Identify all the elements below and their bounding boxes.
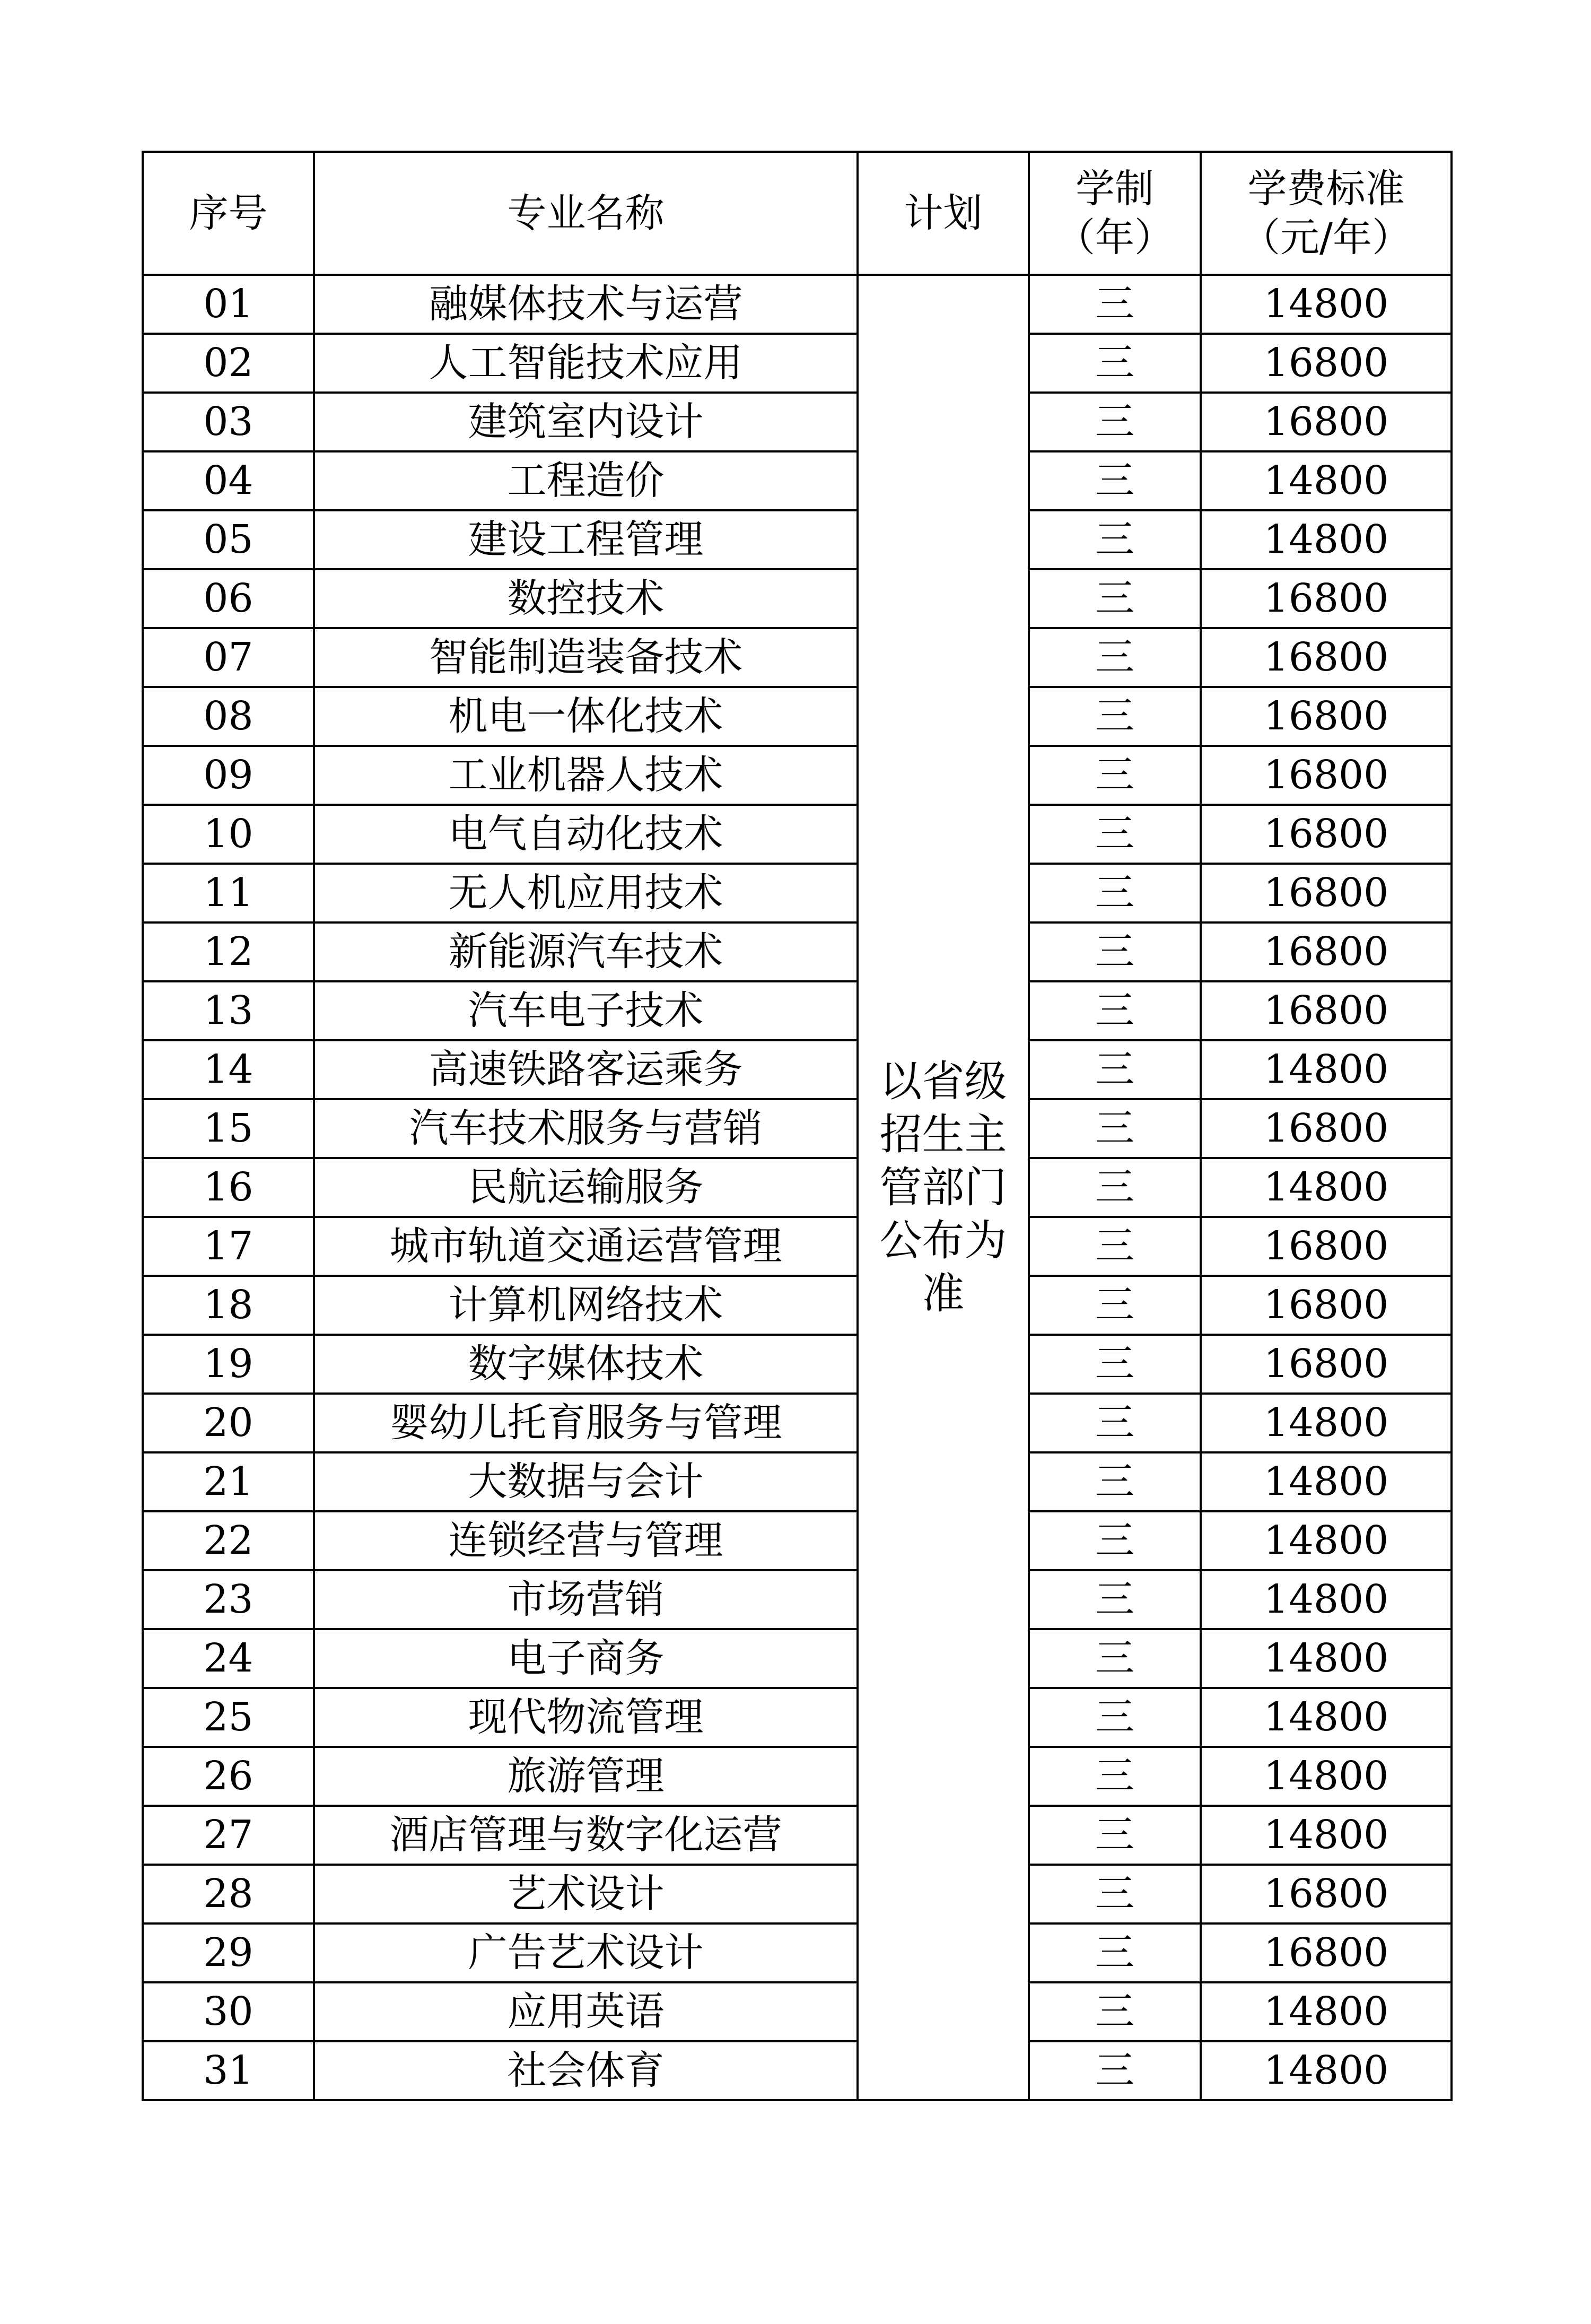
cell-fee: 14800 [1201, 1806, 1452, 1865]
cell-duration: 三 [1029, 805, 1201, 864]
cell-seq: 02 [143, 334, 314, 393]
cell-duration: 三 [1029, 1511, 1201, 1570]
table-row [143, 1806, 1452, 1865]
cell-fee: 14800 [1201, 1629, 1452, 1688]
table-row [143, 1511, 1452, 1570]
cell-seq: 08 [143, 687, 314, 746]
header-fee-line2: （元/年） [1241, 215, 1411, 260]
header-major-name: 专业名称 [314, 152, 858, 275]
cell-duration: 三 [1029, 451, 1201, 510]
cell-duration: 三 [1029, 922, 1201, 981]
header-fee-line1: 学费标准 [1247, 166, 1405, 212]
cell-seq: 11 [143, 864, 314, 922]
table-header-row [143, 152, 1452, 275]
cell-major-name: 工业机器人技术 [314, 746, 858, 805]
cell-major-name: 城市轨道交通运营管理 [314, 1217, 858, 1276]
cell-seq: 23 [143, 1570, 314, 1629]
cell-seq: 10 [143, 805, 314, 864]
table-row [143, 1923, 1452, 1982]
cell-duration: 三 [1029, 1629, 1201, 1688]
cell-fee: 16800 [1201, 1335, 1452, 1394]
cell-major-name: 大数据与会计 [314, 1452, 858, 1511]
table-row [143, 1747, 1452, 1806]
cell-fee: 16800 [1201, 922, 1452, 981]
cell-fee: 16800 [1201, 1276, 1452, 1335]
table-row [143, 1865, 1452, 1923]
table-row [143, 864, 1452, 922]
cell-fee: 14800 [1201, 1982, 1452, 2041]
cell-seq: 16 [143, 1158, 314, 1217]
cell-seq: 18 [143, 1276, 314, 1335]
header-duration-line2: （年） [1056, 215, 1174, 260]
cell-major-name: 应用英语 [314, 1982, 858, 2041]
table-row [143, 569, 1452, 628]
cell-duration: 三 [1029, 1040, 1201, 1099]
cell-fee: 14800 [1201, 2041, 1452, 2100]
cell-seq: 29 [143, 1923, 314, 1982]
table-row [143, 1570, 1452, 1629]
cell-seq: 31 [143, 2041, 314, 2100]
cell-duration: 三 [1029, 981, 1201, 1040]
cell-seq: 21 [143, 1452, 314, 1511]
cell-fee: 16800 [1201, 687, 1452, 746]
cell-duration: 三 [1029, 1335, 1201, 1394]
cell-major-name: 广告艺术设计 [314, 1923, 858, 1982]
cell-major-name: 工程造价 [314, 451, 858, 510]
cell-major-name: 连锁经营与管理 [314, 1511, 858, 1570]
cell-seq: 14 [143, 1040, 314, 1099]
cell-major-name: 新能源汽车技术 [314, 922, 858, 981]
cell-fee: 14800 [1201, 1511, 1452, 1570]
cell-duration: 三 [1029, 393, 1201, 451]
cell-seq: 09 [143, 746, 314, 805]
table-row [143, 922, 1452, 981]
cell-seq: 19 [143, 1335, 314, 1394]
cell-seq: 27 [143, 1806, 314, 1865]
cell-fee: 16800 [1201, 393, 1452, 451]
cell-major-name: 建筑室内设计 [314, 393, 858, 451]
cell-seq: 15 [143, 1099, 314, 1158]
cell-seq: 26 [143, 1747, 314, 1806]
cell-fee: 14800 [1201, 275, 1452, 334]
table-row [143, 334, 1452, 393]
cell-duration: 三 [1029, 1688, 1201, 1747]
cell-seq: 17 [143, 1217, 314, 1276]
cell-seq: 28 [143, 1865, 314, 1923]
cell-seq: 01 [143, 275, 314, 334]
cell-seq: 05 [143, 510, 314, 569]
cell-major-name: 人工智能技术应用 [314, 334, 858, 393]
cell-major-name: 市场营销 [314, 1570, 858, 1629]
cell-duration: 三 [1029, 628, 1201, 687]
tuition-fee-table [142, 151, 1453, 2101]
cell-seq: 24 [143, 1629, 314, 1688]
table-row [143, 1335, 1452, 1394]
cell-duration: 三 [1029, 864, 1201, 922]
cell-fee: 14800 [1201, 1688, 1452, 1747]
cell-major-name: 建设工程管理 [314, 510, 858, 569]
cell-duration: 三 [1029, 746, 1201, 805]
cell-fee: 16800 [1201, 1217, 1452, 1276]
header-seq: 序号 [143, 152, 314, 275]
cell-major-name: 高速铁路客运乘务 [314, 1040, 858, 1099]
cell-duration: 三 [1029, 1747, 1201, 1806]
cell-fee: 16800 [1201, 1099, 1452, 1158]
cell-major-name: 机电一体化技术 [314, 687, 858, 746]
table-row [143, 1099, 1452, 1158]
cell-fee: 14800 [1201, 1570, 1452, 1629]
table-row [143, 687, 1452, 746]
table-row [143, 1158, 1452, 1217]
cell-major-name: 数控技术 [314, 569, 858, 628]
cell-fee: 16800 [1201, 1923, 1452, 1982]
table-row [143, 1452, 1452, 1511]
cell-duration: 三 [1029, 1865, 1201, 1923]
cell-major-name: 计算机网络技术 [314, 1276, 858, 1335]
cell-duration: 三 [1029, 1217, 1201, 1276]
cell-duration: 三 [1029, 569, 1201, 628]
cell-major-name: 汽车技术服务与营销 [314, 1099, 858, 1158]
table-row [143, 275, 1452, 334]
header-duration-line1: 学制 [1076, 166, 1154, 212]
cell-seq: 20 [143, 1394, 314, 1452]
table-row [143, 1394, 1452, 1452]
table-row [143, 628, 1452, 687]
cell-major-name: 智能制造装备技术 [314, 628, 858, 687]
cell-fee: 16800 [1201, 746, 1452, 805]
cell-seq: 12 [143, 922, 314, 981]
cell-major-name: 数字媒体技术 [314, 1335, 858, 1394]
cell-major-name: 民航运输服务 [314, 1158, 858, 1217]
cell-duration: 三 [1029, 1394, 1201, 1452]
table-row [143, 393, 1452, 451]
cell-seq: 07 [143, 628, 314, 687]
cell-fee: 16800 [1201, 1865, 1452, 1923]
table-row [143, 746, 1452, 805]
cell-major-name: 现代物流管理 [314, 1688, 858, 1747]
table-row [143, 1276, 1452, 1335]
cell-fee: 14800 [1201, 1747, 1452, 1806]
cell-major-name: 电子商务 [314, 1629, 858, 1688]
cell-fee: 14800 [1201, 510, 1452, 569]
cell-fee: 16800 [1201, 805, 1452, 864]
table-row [143, 2041, 1452, 2100]
cell-seq: 04 [143, 451, 314, 510]
cell-duration: 三 [1029, 1982, 1201, 2041]
cell-fee: 14800 [1201, 1452, 1452, 1511]
cell-duration: 三 [1029, 1923, 1201, 1982]
cell-fee: 14800 [1201, 1040, 1452, 1099]
cell-duration: 三 [1029, 1099, 1201, 1158]
cell-seq: 30 [143, 1982, 314, 2041]
table-row [143, 1040, 1452, 1099]
cell-major-name: 社会体育 [314, 2041, 858, 2100]
cell-major-name: 汽车电子技术 [314, 981, 858, 1040]
table-row [143, 1688, 1452, 1747]
table-row [143, 805, 1452, 864]
header-duration [1029, 152, 1201, 275]
table-body [143, 275, 1452, 2100]
cell-fee: 16800 [1201, 628, 1452, 687]
cell-fee: 16800 [1201, 334, 1452, 393]
table-row [143, 510, 1452, 569]
cell-major-name: 艺术设计 [314, 1865, 858, 1923]
cell-major-name: 婴幼儿托育服务与管理 [314, 1394, 858, 1452]
cell-seq: 25 [143, 1688, 314, 1747]
cell-seq: 13 [143, 981, 314, 1040]
cell-major-name: 无人机应用技术 [314, 864, 858, 922]
cell-duration: 三 [1029, 510, 1201, 569]
cell-duration: 三 [1029, 334, 1201, 393]
cell-duration: 三 [1029, 687, 1201, 746]
cell-seq: 22 [143, 1511, 314, 1570]
cell-fee: 16800 [1201, 864, 1452, 922]
cell-seq: 06 [143, 569, 314, 628]
cell-major-name: 融媒体技术与运营 [314, 275, 858, 334]
cell-duration: 三 [1029, 1158, 1201, 1217]
cell-plan-merged [858, 275, 1029, 2100]
cell-duration: 三 [1029, 275, 1201, 334]
table-row [143, 451, 1452, 510]
table-row [143, 1982, 1452, 2041]
cell-duration: 三 [1029, 1570, 1201, 1629]
table-row [143, 1217, 1452, 1276]
cell-duration: 三 [1029, 1452, 1201, 1511]
table-row [143, 1629, 1452, 1688]
cell-fee: 14800 [1201, 1394, 1452, 1452]
cell-duration: 三 [1029, 1806, 1201, 1865]
cell-major-name: 酒店管理与数字化运营 [314, 1806, 858, 1865]
cell-fee: 16800 [1201, 981, 1452, 1040]
header-fee [1201, 152, 1452, 275]
cell-major-name: 电气自动化技术 [314, 805, 858, 864]
cell-duration: 三 [1029, 1276, 1201, 1335]
cell-major-name: 旅游管理 [314, 1747, 858, 1806]
plan-note: 以省级招生主管部门公布为准 [879, 1056, 1007, 1318]
header-plan: 计划 [858, 152, 1029, 275]
cell-fee: 16800 [1201, 569, 1452, 628]
cell-fee: 14800 [1201, 451, 1452, 510]
table-row [143, 981, 1452, 1040]
cell-duration: 三 [1029, 2041, 1201, 2100]
cell-seq: 03 [143, 393, 314, 451]
cell-fee: 14800 [1201, 1158, 1452, 1217]
